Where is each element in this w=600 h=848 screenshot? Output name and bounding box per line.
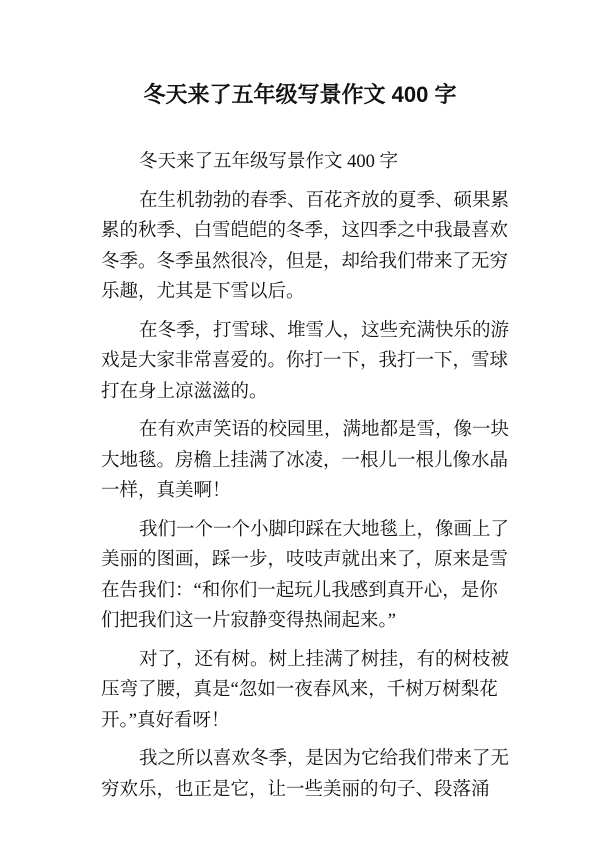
paragraph bbox=[101, 744, 510, 805]
paragraph bbox=[101, 515, 510, 637]
paragraph bbox=[101, 645, 510, 737]
paragraph bbox=[101, 316, 510, 408]
text-line: 压弯了腰，真是“忽如一夜春风来，千树万树梨花 bbox=[101, 680, 498, 700]
paragraph bbox=[101, 186, 510, 308]
text-line: 大地毯。房檐上挂满了冰凌，一根儿一根儿像水晶 bbox=[101, 450, 509, 471]
text-line: 在冬季，打雪球、堆雪人，这些充满快乐的游 bbox=[139, 320, 510, 341]
text-line: 对了，还有树。树上挂满了树挂，有的树枝被 bbox=[139, 649, 510, 670]
text-line: 累的秋季、白雪皑皑的冬季，这四季之中我最喜欢 bbox=[101, 221, 509, 241]
paragraph bbox=[101, 147, 497, 178]
text-line: 在告我们：“和你们一起玩儿我感到真开心，是你 bbox=[101, 580, 498, 601]
text-line: 我之所以喜欢冬季，是因为它给我们带来了无 bbox=[139, 749, 510, 769]
document-body bbox=[101, 147, 510, 813]
text-line: 戏是大家非常喜爱的。你打一下，我打一下，雪球 bbox=[101, 351, 509, 371]
text-line: 穷欢乐，也正是它，让一些美丽的句子、段落涌 bbox=[101, 779, 490, 800]
text-line: 开。”真好看呀！ bbox=[101, 710, 230, 731]
text-line: 冬季。冬季虽然很冷，但是，却给我们带来了无穷 bbox=[101, 251, 509, 272]
text-line: 冬天来了五年级写景作文 400 字 bbox=[139, 152, 399, 172]
text-line: 美丽的图画，踩一步，吱吱声就出来了，原来是雪 bbox=[101, 550, 509, 570]
text-line: 在生机勃勃的春季、百花齐放的夏季、硕果累 bbox=[139, 190, 510, 211]
text-line: 乐趣，尤其是下雪以后。 bbox=[101, 282, 305, 302]
text-line: 在有欢声笑语的校园里，满地都是雪，像一块 bbox=[139, 420, 510, 440]
text-line: 一样，真美啊！ bbox=[101, 481, 231, 501]
paragraph bbox=[101, 415, 510, 507]
text-line: 打在身上凉滋滋的。 bbox=[101, 381, 268, 402]
text-line: 们把我们这一片寂静变得热闹起来。” bbox=[101, 611, 396, 631]
document-title: 冬天来了五年级写景作文 400 字 bbox=[143, 82, 457, 107]
text-line: 我们一个一个小脚印踩在大地毯上，像画上了 bbox=[139, 519, 510, 540]
